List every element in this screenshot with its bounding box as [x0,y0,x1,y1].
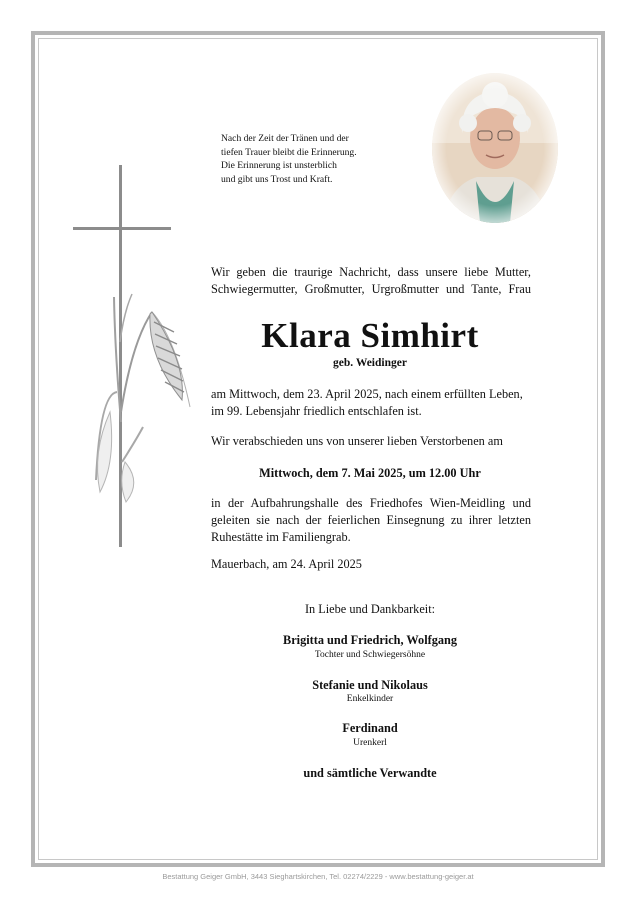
intro-text [211,264,531,298]
ceremony-place-line: Ruhestätte im Familiengrab. [211,530,351,544]
intro-line: Schwiegermutter, Großmutter, Urgroßmutter und Tante, Frau [211,282,531,296]
place-date: Mauerbach, am 24. April 2025 [211,557,362,571]
death-notice-line: im 99. Lebensjahr friedlich entschlafen ist. [211,404,422,418]
mourner-relation: Enkelkinder [346,694,394,704]
quote-line: tiefen Trauer bleibt die Erinnerung. [221,146,357,158]
intro-line: Wir geben die traurige Nachricht, dass unsere liebe Mutter, [211,265,531,279]
portrait-photo [432,73,558,223]
deceased-name: Klara Simhirt [261,316,479,355]
farewell-paragraph [211,433,531,450]
ceremony-date: Mittwoch, dem 7. Mai 2025, um 12.00 Uhr [259,466,481,480]
quote-line: und gibt uns Trost und Kraft. [221,173,333,185]
death-notice-line: am Mittwoch, dem 23. April 2025, nach einem erfüllten Leben, [211,387,523,401]
footer-text: Bestattung Geiger GmbH, 3443 Sieghartskirchen, Tel. 02274/2229 - www.bestattung-geiger.at [162,872,474,881]
quote-line: Nach der Zeit der Tränen und der [221,133,349,144]
closing-line: In Liebe und Dankbarkeit: [304,602,436,616]
ceremony-place [211,495,531,546]
mourner-relation: Urenkerl [353,738,387,748]
ceremony-place-line: in der Aufbahrungshalle des Friedhofes Wien-Meidling und [211,496,531,510]
mourner-names: Stefanie und Nikolaus [312,678,428,692]
place-date-paragraph [211,556,531,573]
mourner-names: Brigitta und Friedrich, Wolfgang [283,633,457,647]
relatives-line: und sämtliche Verwandte [303,766,437,780]
death-notice [211,386,531,420]
mourner-relation: Tochter und Schwiegersöhne [314,650,426,660]
maiden-name: geb. Weidinger [333,357,407,369]
farewell-text: Wir verabschieden uns von unserer lieben Verstorbenen am [211,434,503,448]
cross-with-wheat-icon [70,162,200,557]
mourner-names: Ferdinand [342,721,398,735]
quote-line: Die Erinnerung ist unsterblich [221,160,337,171]
ceremony-place-line: geleiten sie nach der feierlichen Einsegnung zu ihrer letzten [211,513,531,527]
memorial-quote [221,132,421,186]
